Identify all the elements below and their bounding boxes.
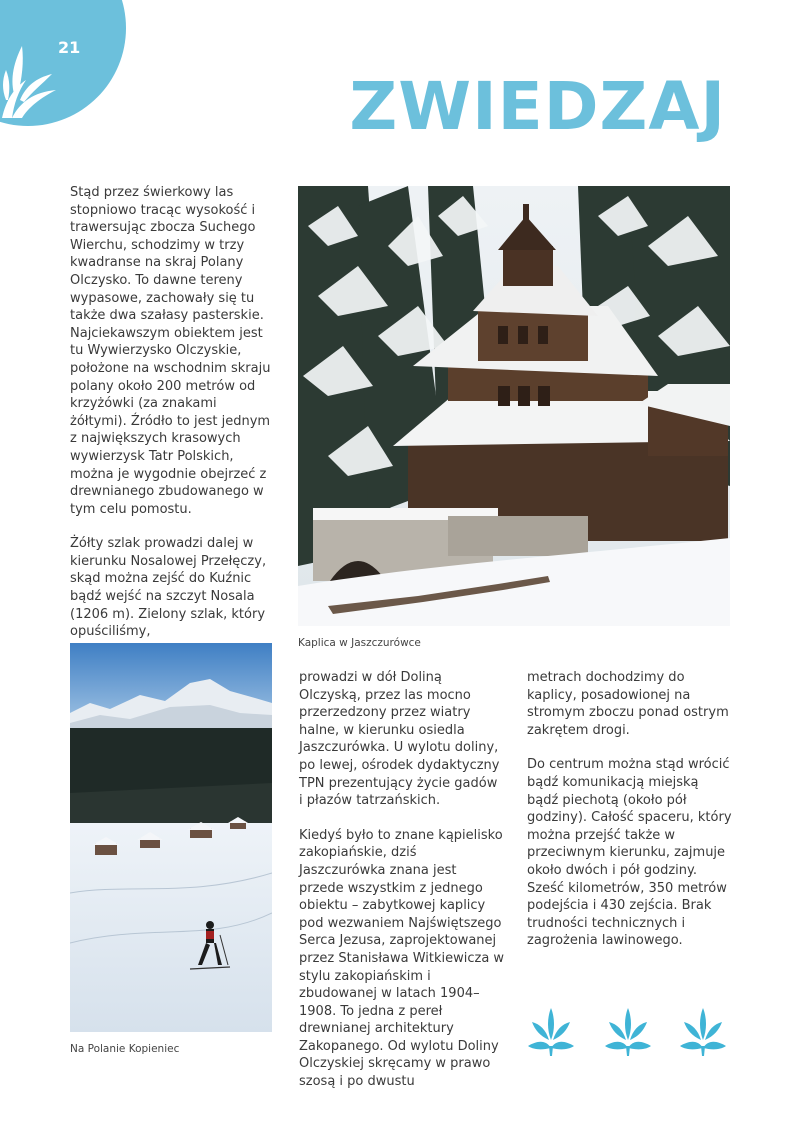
paragraph: Kiedyś było to znane kąpielisko zakopiańskie, dziś Jaszczurówka znana jest przede wszystkim z jednego obiektu – zabytkowej kaplicy pod wezwaniem Najświętszego Serca Jezusa, zaprojektowanej przez Stanisława Witkiewicza w stylu zakopiańskim i zbudowanej w latach 1904–1908. To jedna z pereł drewnianej architektury Zakopanego. Od wylotu Doliny Olczyskiej skręcamy w prawo szosą i po dwustu <box>299 827 505 1090</box>
leaf-ornament-icon <box>526 1006 576 1056</box>
column-left <box>70 184 272 658</box>
footer-ornaments <box>526 1006 730 1058</box>
page-title: ZWIEDZAJ <box>349 68 726 145</box>
paragraph: prowadzi w dół Doliną Olczyską, przez las mocno przerzedzony przez wiatry halne, w kierunku osiedla Jaszczurówka. U wylotu doliny, po lewej, ośrodek dydaktyczny TPN prezentujący życie gadów i płazów tatrzańskich. <box>299 670 500 809</box>
chapel-photo <box>298 186 730 626</box>
paragraph: Żółty szlak prowadzi dalej w kierunku Nosalowej Przełęczy, skąd można zejść do Kuźnic bądź wejść na szczyt Nosala (1206 m). Zielony szlak, który opuściliśmy, <box>70 536 267 640</box>
chapel-caption: Kaplica w Jaszczurówce <box>298 637 421 649</box>
column-middle <box>299 669 505 1108</box>
leaf-ornament-icon <box>678 1006 728 1056</box>
paragraph: Stąd przez świerkowy las stopniowo tracąc wysokość i trawersując zbocza Suchego Wierchu, schodzimy w trzy kwadranse na skraj Polany Olczysko. To dawne tereny wypasowe, zachowały się tu także dwa szałasy pasterskie. Najciekawszym obiektem jest tu Wywierzysko Olczyskie, położone na wschodnim skraju polany około 200 metrów od krzyżówki (za znakami żółtymi). Źródło to jest jednym z największych krasowych wywierzysk Tatr Polskich, można je wygodnie obejrzeć z drewnianego zbudowanego w tym celu pomostu. <box>70 185 271 517</box>
leaf-ornament-icon <box>0 40 62 120</box>
paragraph: Do centrum można stąd wrócić bądź komunikacją miejską bądź piechotą (około pół godziny). Całość spaceru, który można przejść także w przeciwnym kierunku, zajmuje około dwóch i pół godziny. Sześć kilometrów, 350 metrów podejścia i 430 zejścia. Brak trudności technicznych i zagrożenia lawinowego. <box>527 757 732 949</box>
meadow-photo <box>70 643 272 1032</box>
meadow-caption: Na Polanie Kopieniec <box>70 1043 180 1055</box>
column-right <box>527 669 732 967</box>
page-number: 21 <box>58 38 81 57</box>
leaf-ornament-icon <box>603 1006 653 1056</box>
paragraph: metrach dochodzimy do kaplicy, posadowionej na stromym zboczu ponad ostrym zakrętem drogi. <box>527 670 729 738</box>
